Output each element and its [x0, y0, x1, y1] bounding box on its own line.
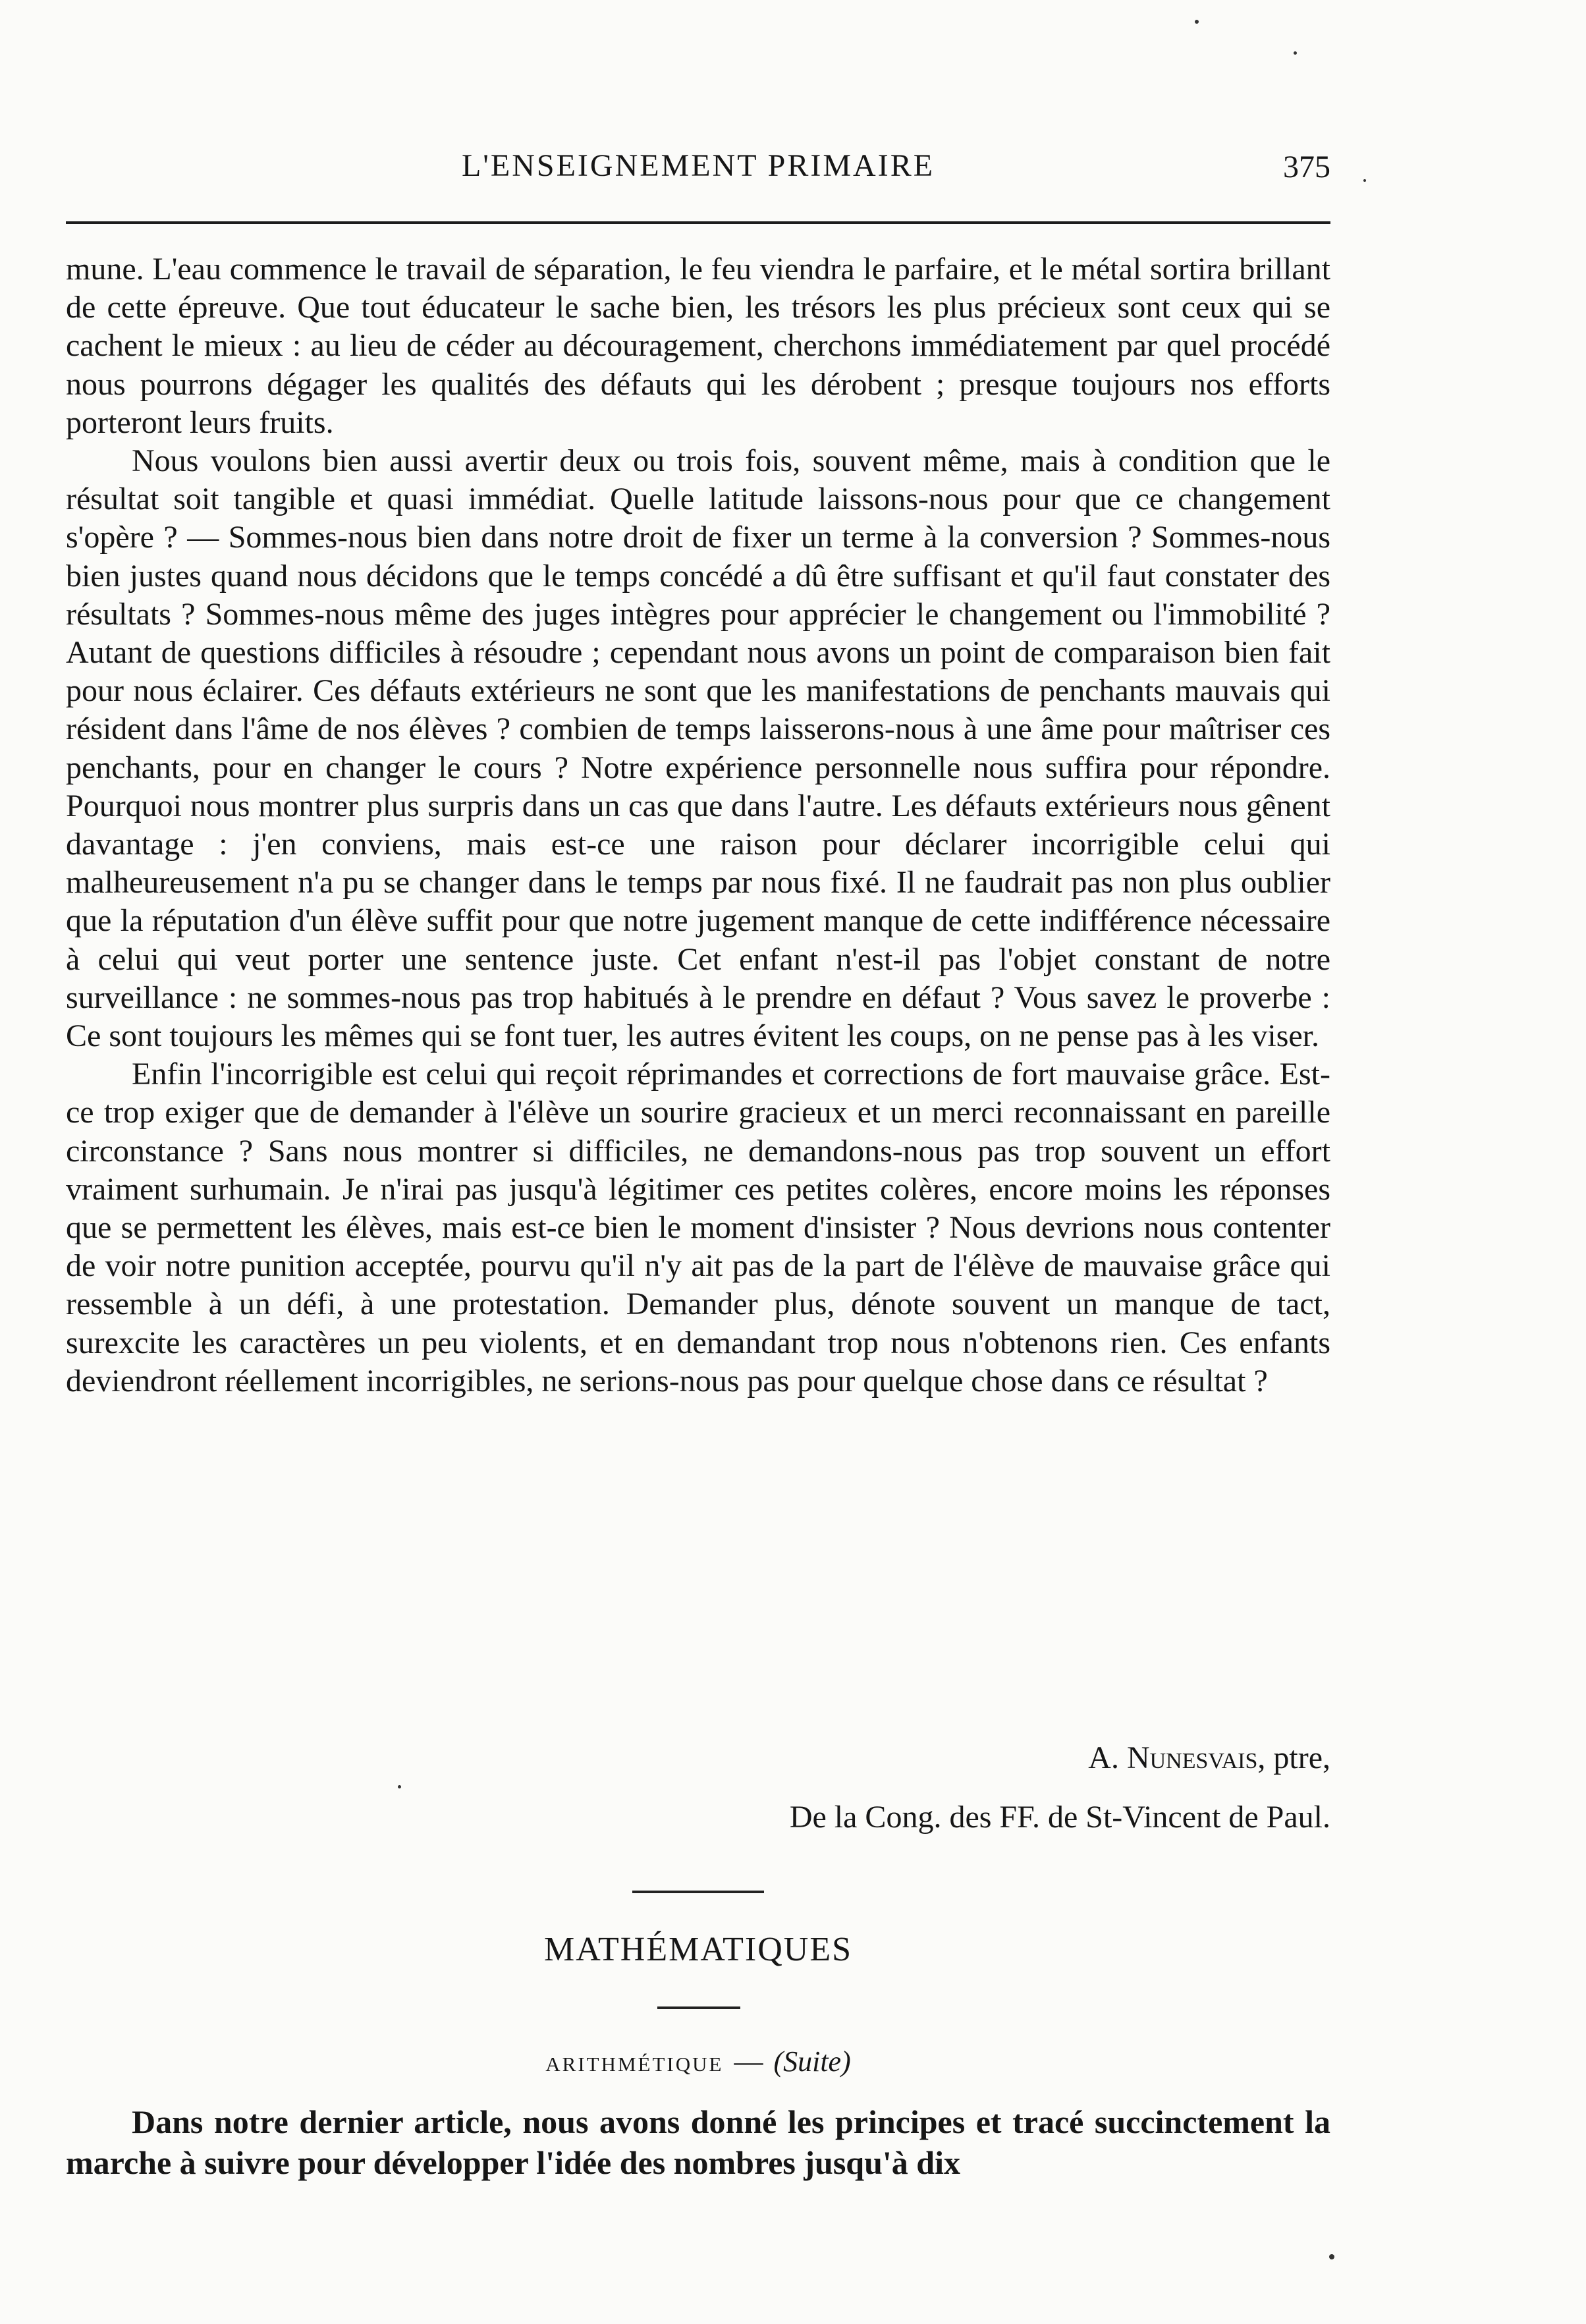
- paragraph-3: Enfin l'incorrigible est celui qui reçoit réprimandes et corrections de fort mauvaise grâce. Est-ce trop exiger que de demander à l'élève un sourire gracieux et un merci reconnaissant en pareille circonstance ? Sans nous montrer si difficiles, ne demandons-nous pas trop souvent un effort vraiment surhumain. Je n'irai pas jusqu'à légitimer ces petites colères, encore moins les réponses que se permettent les élèves, mais est-ce bien le moment d'insister ? Nous devrions nous contenter de voir notre punition acceptée, pourvu qu'il n'y ait pas de la part de l'élève de mauvaise grâce qui ressemble à un défi, à une protestation. Demander plus, dénote souvent un manque de tact, surexcite les caractères un peu violents, et en demandant trop nous n'obtenons rien. Ces enfants deviendront réellement incorrigibles, ne serions-nous pas pour quelque chose dans ce résultat ?: [66, 1057, 1330, 1398]
- section-divider: [632, 1891, 764, 1893]
- author-name: Nunesvais: [1126, 1740, 1258, 1775]
- print-speck: [1294, 51, 1297, 55]
- subheading-dash: —: [734, 2045, 763, 2078]
- print-speck: [1363, 179, 1366, 182]
- section-paragraph: [66, 2101, 1330, 2183]
- paragraph-1: mune. L'eau commence le travail de séparation, le feu viendra le parfaire, et le métal sortira brillant de cette épreuve. Que tout éducateur le sache bien, les trésors les plus précieux sont ceux qui se cachent le mieux : au lieu de céder au découragement, cherchons immédiatement par quel procédé nous pourrons dégager les qualités des défauts qui les dérobent ; presque toujours nos efforts porteront leurs fruits.: [66, 252, 1330, 440]
- author-signature: [1088, 1739, 1330, 1777]
- running-title: L'ENSEIGNEMENT PRIMAIRE: [461, 148, 935, 183]
- author-initial: A.: [1088, 1740, 1119, 1775]
- page-header: [66, 146, 1330, 199]
- print-speck: [1329, 2254, 1334, 2259]
- section-title: MATHÉMATIQUES: [544, 1931, 852, 1968]
- author-title: , ptre,: [1257, 1740, 1330, 1775]
- print-speck: [398, 1785, 401, 1788]
- section-subheading: [66, 2043, 1330, 2080]
- paragraph-2: Nous voulons bien aussi avertir deux ou trois fois, souvent même, mais à condition que le résultat soit tangible et quasi immédiat. Quelle latitude laissons-nous pour que ce changement s'opère ? — Sommes-nous bien dans notre droit de fixer un terme à la conversion ? Sommes-nous bien justes quand nous décidons que le temps concédé a dû être suffisant et qu'il faut constater des résultats ? Sommes-nous même des juges intègres pour apprécier le changement ou l'immobilité ? Autant de questions difficiles à résoudre ; cependant nous avons un point de comparaison bien fait pour nous éclairer. Ces défauts extérieurs ne sont que les manifestations de penchants mauvais qui résident dans l'âme de nos élèves ? combien de temps laisserons-nous à une âme pour maîtriser ces penchants, pour en changer le cours ? Notre expérience personnelle nous suffira pour répondre. Pourquoi nous montrer plus surpris dans un cas que dans l'autre. Les défauts extérieurs nous gênent davantage : j'en conviens, mais est-ce une raison pour déclarer incorrigible celui qui malheureusement n'a pu se changer dans le temps par nous fixé. Il ne faudrait pas non plus oublier que la réputation d'un élève suffit pour que notre jugement manque de cette indifférence nécessaire à celui qui veut porter une sentence juste. Cet enfant n'est-il pas l'objet constant de notre surveillance : ne sommes-nous pas trop habitués à le prendre en défaut ? Vous savez le proverbe : Ce sont toujours les mêmes qui se font tuer, les autres évitent les coups, on ne pense pas à les viser.: [66, 443, 1330, 1054]
- header-rule: [66, 221, 1330, 224]
- article-body: [66, 250, 1330, 1400]
- title-underline: [657, 2006, 740, 2009]
- section-paragraph-text: Dans notre dernier article, nous avons donné les principes et tracé succinctement la marche à suivre pour développer l'idée des nombres jusqu'à dix: [66, 2103, 1330, 2181]
- print-speck: [1195, 20, 1199, 24]
- subheading-label: arithmétique: [545, 2045, 724, 2078]
- subheading-suite: (Suite): [773, 2045, 851, 2078]
- author-affiliation: De la Cong. des FF. de St-Vincent de Paul.: [789, 1800, 1330, 1835]
- page-number: 375: [1283, 150, 1330, 184]
